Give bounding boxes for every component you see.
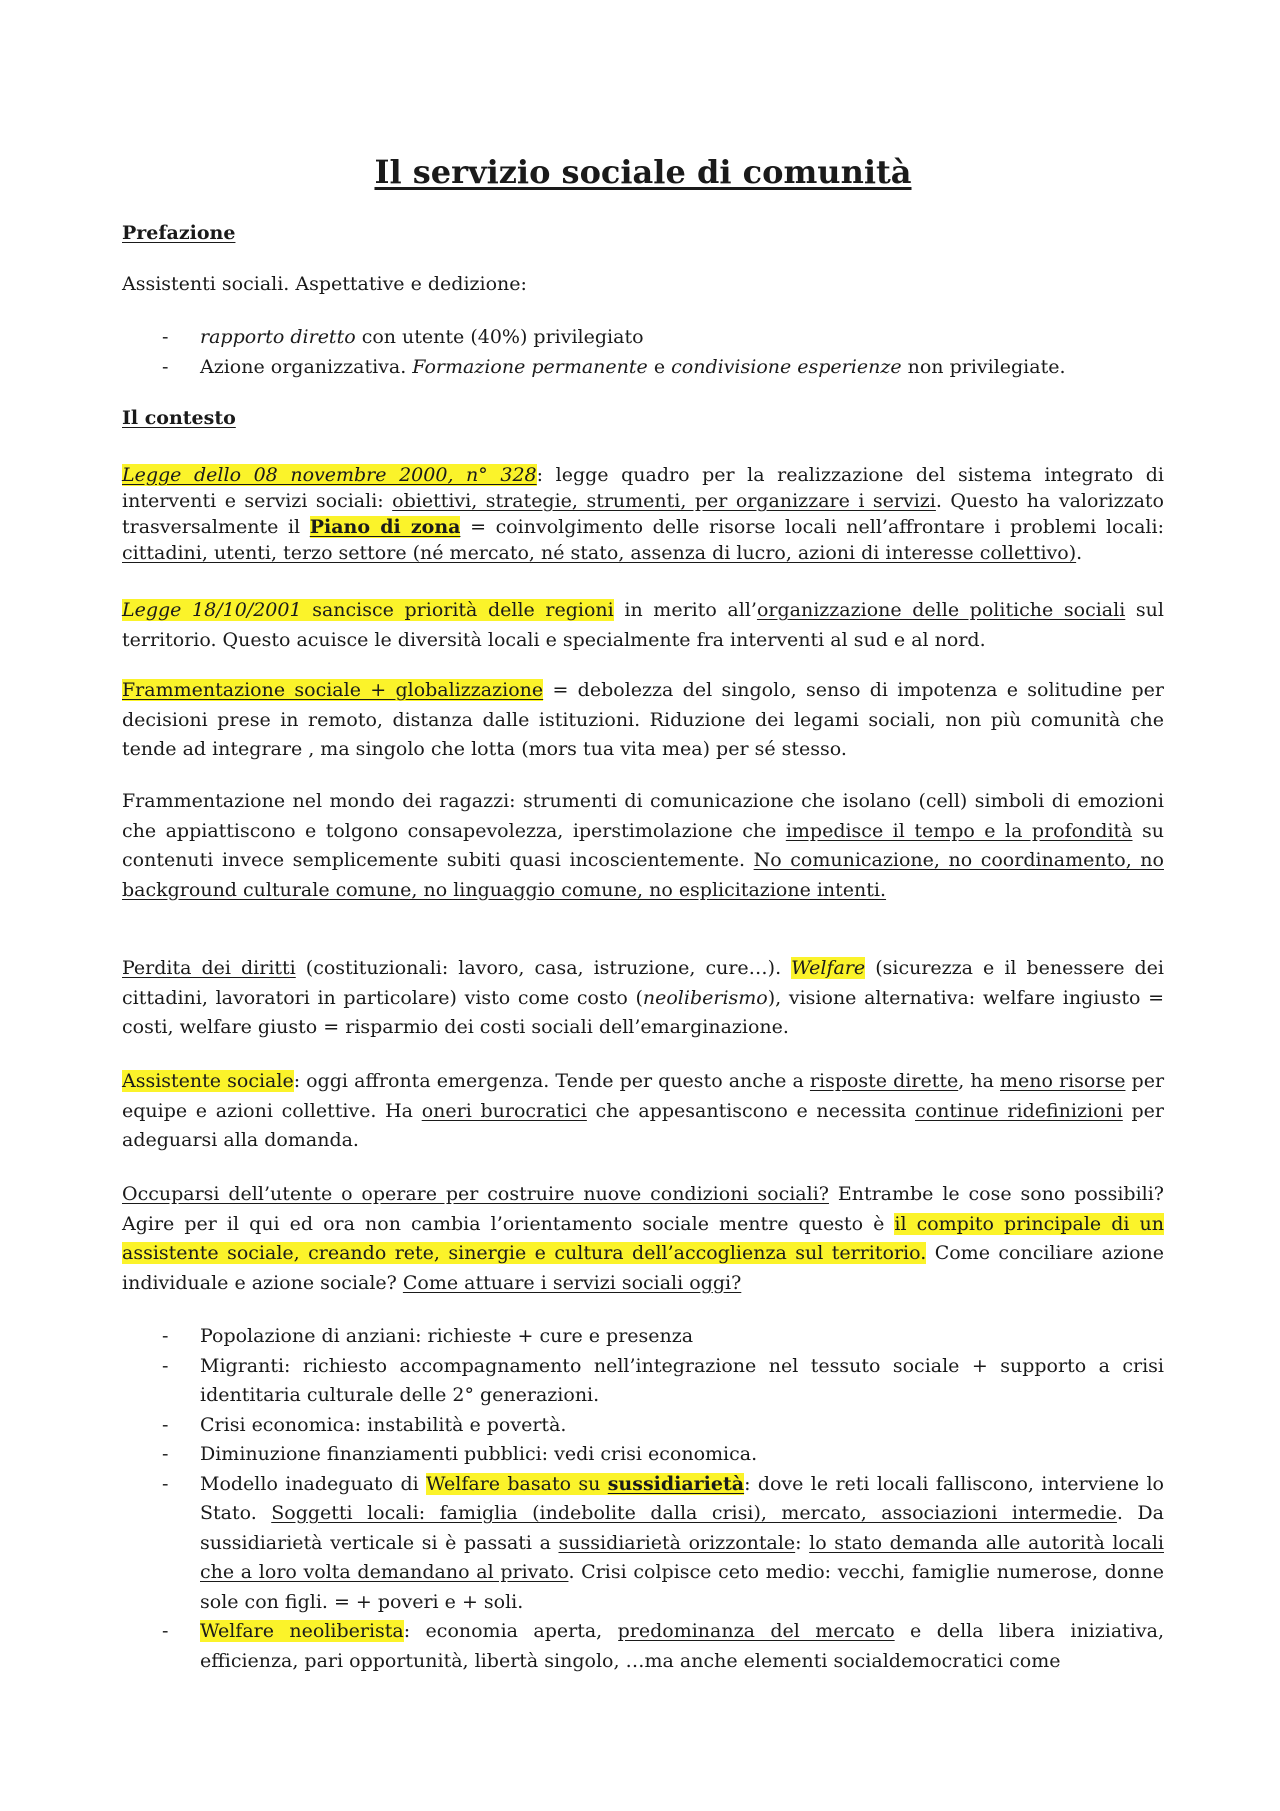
list-item: - Welfare neoliberista: economia aperta, predominanza del mercato e della libera iniziativa, efficienza, pari opportunità, libertà singolo, …ma anche elementi socialdemocratici come [162, 1620, 1164, 1672]
prefazione-intro: Assistenti sociali. Aspettative e dedizione: [122, 273, 527, 295]
prefazione-list [122, 323, 1164, 382]
paragraph-ragazzi: Frammentazione nel mondo dei ragazzi: strumenti di comunicazione che isolano (cell) simboli di emozioni che appiattiscono e tolgono consapevolezza, iperstimolazione che impedisce il tempo e la profondità su contenuti invece semplicemente subiti quasi incoscientemente. No comunicazione, no coordinamento, no background culturale comune, no linguaggio comune, no esplicitazione intenti. [122, 790, 1164, 901]
list-item: - Modello inadeguato di Welfare basato su sussidiarietà: dove le reti locali falliscono, interviene lo Stato. Soggetti locali: famiglia (indebolite dalla crisi), mercato, associazioni intermedie. Da sussidiarietà verticale si è passati a sussidiarietà orizzontale: lo stato demanda alle autorità locali che a loro volta demandano al privato. Crisi colpisce ceto medio: vecchi, famiglie numerose, donne sole con figli. = + poveri e + soli. [162, 1472, 1164, 1613]
list-item: - Popolazione di anziani: richieste + cure e presenza [162, 1325, 694, 1347]
list-item: - rapporto diretto con utente (40%) privilegiato [162, 326, 644, 348]
paragraph-legge-328: Legge dello 08 novembre 2000, n° 328: legge quadro per la realizzazione del sistema integrato di interventi e servizi sociali: obiettivi, strategie, strumenti, per organizzare i servizi. Questo ha valorizzato trasversalmente il Piano di zona = coinvolgimento delle risorse locali nell’affrontare i problemi locali: cittadini, utenti, terzo settore (né mercato, né stato, assenza di lucro, azioni di interesse collettivo). [122, 464, 1165, 564]
list-item: - Crisi economica: instabilità e povertà. [162, 1413, 567, 1436]
heading-contesto: Il contesto [122, 407, 236, 429]
paragraph-occuparsi: Occuparsi dell’utente o operare per costruire nuove condizioni sociali? Entrambe le cose sono possibili? Agire per il qui ed ora non cambia l’orientamento sociale mentre questo è il compito principale di un assistente sociale, creando rete, sinergie e cultura dell’accoglienza sul territorio. Come conciliare azione individuale e azione sociale? Come attuare i servizi sociali oggi? [122, 1183, 1164, 1294]
list-item: - Migranti: richiesto accompagnamento nell’integrazione nel tessuto sociale + supporto a crisi identitaria culturale delle 2° generazioni. [162, 1354, 1164, 1406]
servizi-list [122, 1322, 1164, 1676]
piano-di-zona-highlight: Piano di zona [309, 516, 461, 538]
paragraph-legge-2001: Legge 18/10/2001 sancisce priorità delle regioni in merito all’organizzazione delle politiche sociali sul territorio. Questo acuisce le diversità locali e specialmente fra interventi al sud e al nord. [122, 599, 1164, 651]
list-item: - Diminuzione finanziamenti pubblici: vedi crisi economica. [162, 1443, 758, 1465]
paragraph-diritti: Perdita dei diritti (costituzionali: lavoro, casa, istruzione, cure…). Welfare (sicurezza e il benessere dei cittadini, lavoratori in particolare) visto come costo (neoliberismo), visione alternativa: welfare ingiusto = costi, welfare giusto = risparmio dei costi sociali dell’emarginazione. [122, 957, 1164, 1038]
page-title: Il servizio sociale di comunità [374, 153, 912, 191]
list-item: - Azione organizzativa. Formazione permanente e condivisione esperienze non privilegiate. [162, 355, 1066, 378]
paragraph-assistente: Assistente sociale: oggi affronta emergenza. Tende per questo anche a risposte dirette, ha meno risorse per equipe e azioni collettive. Ha oneri burocratici che appesantiscono e necessita continue ridefinizioni per adeguarsi alla domanda. [122, 1070, 1165, 1151]
legge-328-highlight: Legge dello 08 novembre 2000, n° 328 [122, 464, 537, 486]
heading-prefazione: Prefazione [122, 222, 236, 244]
paragraph-frammentazione: Frammentazione sociale + globalizzazione = debolezza del singolo, senso di impotenza e solitudine per decisioni prese in remoto, distanza dalle istituzioni. Riduzione dei legami sociali, non più comunità che tende ad integrare , ma singolo che lotta (mors tua vita mea) per sé stesso. [122, 679, 1164, 760]
